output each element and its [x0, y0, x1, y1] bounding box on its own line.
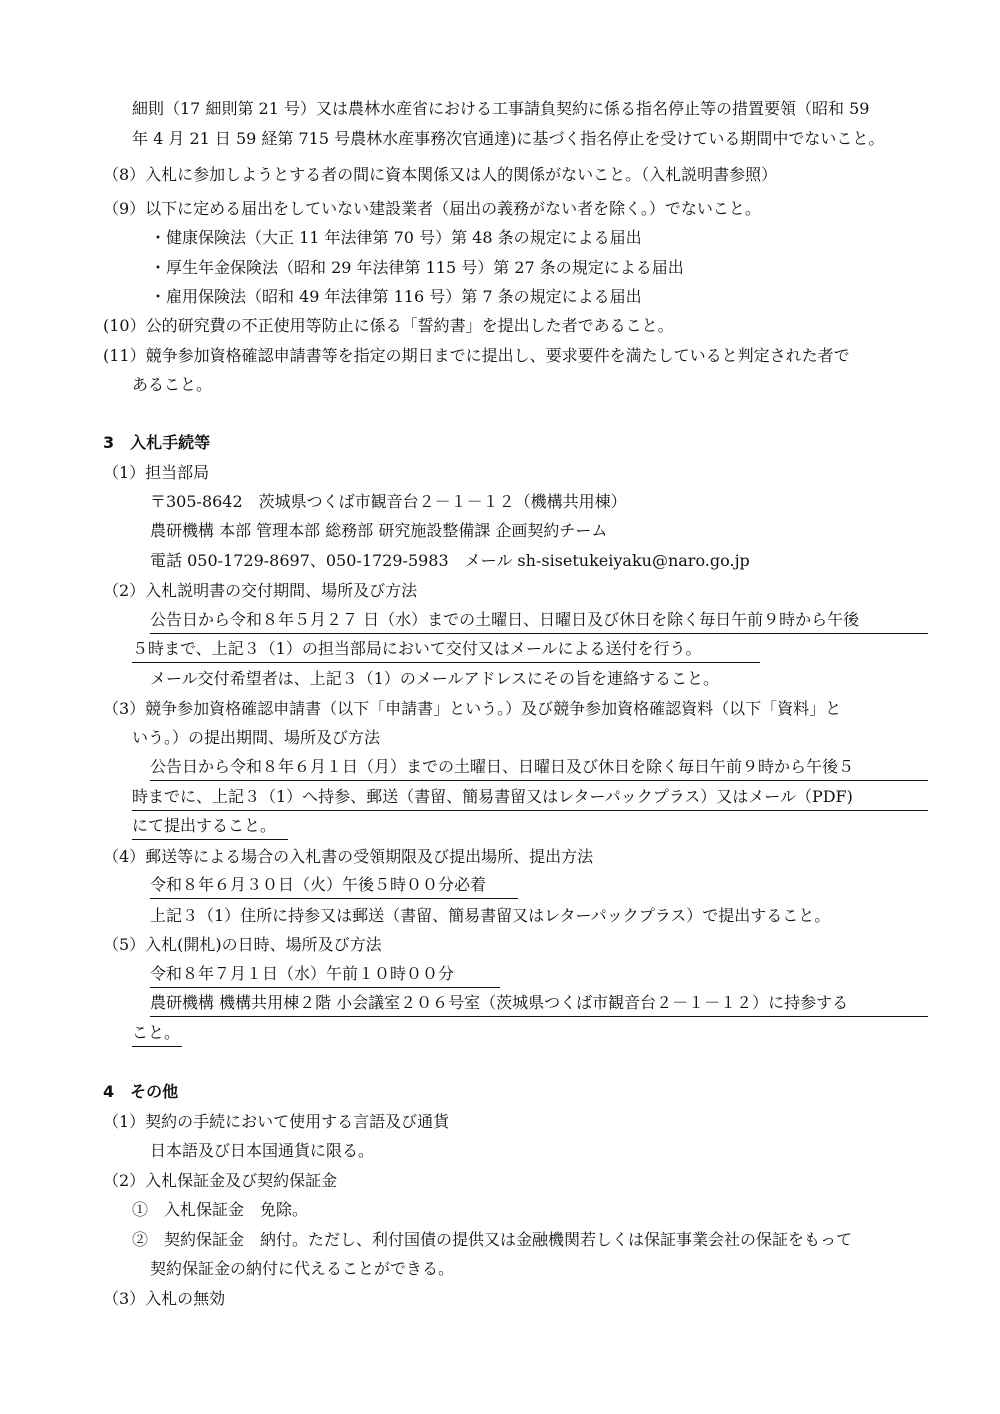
section-4-1: （1）契約の手続において使用する言語及び通貨 — [103, 1112, 450, 1131]
section-3-3: （3）競争参加資格確認申請書（以下「申請書」という。）及び競争参加資格確認資料（以下「資料」と — [103, 699, 842, 718]
section-4-heading: 4 その他 — [103, 1082, 179, 1101]
item-10: (10）公的研究費の不正使用等防止に係る「誓約書」を提出した者であること。 — [103, 316, 674, 335]
underlined-text: 令和８年６月３０日（火）午後５時００分必着 — [150, 871, 518, 899]
list-item: ② 契約保証金 納付。ただし、利付国債の提供又は金融機関若しくは保証事業会社の保証をもって — [132, 1230, 853, 1249]
underlined-text: にて提出すること。 — [132, 812, 288, 840]
item-9-bullet: ・厚生年金保険法（昭和 29 年法律第 115 号）第 27 条の規定による届出 — [150, 258, 684, 277]
item-9-bullet: ・健康保険法（大正 11 年法律第 70 号）第 48 条の規定による届出 — [150, 228, 642, 247]
underlined-text: 公告日から令和８年６月１日（月）までの土曜日、日曜日及び休日を除く毎日午前９時から午後５ — [150, 753, 928, 781]
list-item: ① 入札保証金 免除。 — [132, 1200, 309, 1219]
underlined-text: 時までに、上記３（1）へ持参、郵送（書留、簡易書留又はレターパックプラス）又はメール（PDF) — [132, 783, 928, 811]
section-3-1: （1）担当部局 — [103, 463, 210, 482]
text-line: メール交付希望者は、上記３（1）のメールアドレスにその旨を連絡すること。 — [150, 669, 720, 688]
text-line: 契約保証金の納付に代えることができる。 — [150, 1259, 455, 1278]
contact-line: 電話 050-1729-8697、050-1729-5983 メール sh-sisetukeiyaku@naro.go.jp — [150, 551, 750, 570]
underlined-text: 農研機構 機構共用棟２階 小会議室２０６号室（茨城県つくば市観音台２－１－１２）に持参する — [150, 989, 928, 1017]
item-8: （8）入札に参加しようとする者の間に資本関係又は人的関係がないこと。（入札説明書参照） — [103, 165, 778, 184]
section-3-heading: 3 入札手続等 — [103, 433, 211, 452]
text-line: 年 4 月 21 日 59 経第 715 号農林水産事務次官通達)に基づく指名停止を受けている期間中でないこと。 — [132, 129, 885, 148]
item-11: (11）競争参加資格確認申請書等を指定の期日までに提出し、要求要件を満たしていると判定された者で — [103, 346, 850, 365]
text-line: いう。）の提出期間、場所及び方法 — [132, 728, 381, 747]
item-9-bullet: ・雇用保険法（昭和 49 年法律第 116 号）第 7 条の規定による届出 — [150, 287, 642, 306]
underlined-text: こと。 — [132, 1019, 182, 1047]
underlined-text: 令和８年７月１日（水）午前１０時００分 — [150, 960, 500, 988]
item-9: （9）以下に定める届出をしていない建設業者（届出の義務がない者を除く。）でないこと。 — [103, 199, 761, 218]
address-line: 〒305-8642 茨城県つくば市観音台２－１－１２（機構共用棟） — [150, 492, 627, 511]
text-line: 日本語及び日本国通貨に限る。 — [150, 1141, 375, 1160]
section-4-2: （2）入札保証金及び契約保証金 — [103, 1171, 338, 1190]
text-line: 細則（17 細則第 21 号）又は農林水産省における工事請負契約に係る指名停止等の措置要領（昭和 59 — [132, 99, 870, 118]
underlined-text: 公告日から令和８年５月２７ 日（水）までの土曜日、日曜日及び休日を除く毎日午前９時から午後 — [150, 606, 928, 634]
section-4-3: （3）入札の無効 — [103, 1289, 226, 1308]
underlined-text: ５時まで、上記３（1）の担当部局において交付又はメールによる送付を行う。 — [132, 635, 760, 663]
section-3-5: （5）入札(開札)の日時、場所及び方法 — [103, 935, 382, 954]
section-3-4: （4）郵送等による場合の入札書の受領期限及び提出場所、提出方法 — [103, 847, 594, 866]
section-3-2: （2）入札説明書の交付期間、場所及び方法 — [103, 581, 418, 600]
department-line: 農研機構 本部 管理本部 総務部 研究施設整備課 企画契約チーム — [150, 521, 608, 540]
text-line: 上記３（1）住所に持参又は郵送（書留、簡易書留又はレターパックプラス）で提出すること。 — [150, 906, 831, 925]
item-11-cont: あること。 — [132, 375, 213, 394]
